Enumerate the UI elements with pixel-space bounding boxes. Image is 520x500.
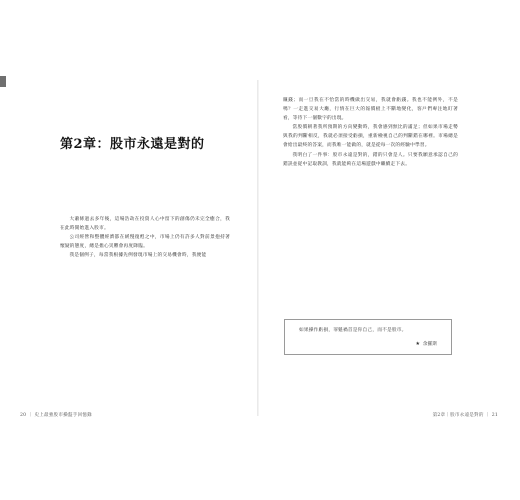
left-paragraph-1: 大蕭條過去多年後，這場浩劫在投資人心中留下的創傷仍未完全癒合，我在此時開始進入股市。: [60, 217, 230, 232]
right-page-body: [283, 96, 458, 169]
left-page-body: [60, 215, 230, 260]
right-paragraph-2: 當股價朝著我所預期的方向變動時，我會感到無比的滿足；但如果市場走勢與我的判斷相反，我就必須接受虧損，重新檢視自己的判斷錯在哪裡。市場總是會給出最終的答案，而我唯一能做的，就是從每一次的經驗中學習。: [283, 125, 458, 149]
star-icon: ★: [415, 341, 420, 347]
left-paragraph-2: 公司經營和整體經濟都在緩慢復甦之中，市場上仍有許多人對前景抱持著懷疑的態度，總是擔心災難會再度降臨。: [60, 235, 230, 250]
quote-author: 余羅斯: [422, 342, 437, 347]
quote-box: [284, 319, 452, 355]
right-paragraph-1: 賺錢；而一旦我在不恰當的時機做出交易，我就會虧錢。我也不能例外，不是嗎？一走進交易大廳，行情在巨大的報價板上不斷地變化，客戶們專注地盯著看，等待下一個數字的出現。: [283, 98, 458, 122]
left-page-footer: 20 ｜ 史上最強股市操盤手回憶錄: [20, 413, 92, 418]
right-paragraph-3: 我明白了一件事：股市永遠是對的，錯的只會是人。只要我願意承認自己的錯誤並從中記取教訓，我就能夠在這場遊戲中繼續走下去。: [283, 152, 458, 167]
left-paragraph-3: 我是個例子，每當我根據先例發現市場上的交易機會時，我便能: [69, 253, 207, 259]
quote-author-line: [415, 341, 437, 347]
book-gutter: [257, 80, 259, 416]
right-page-footer: 第2章｜股市永遠是對的 ｜ 21: [432, 413, 498, 418]
quote-text: 如果操作虧損，罪魁禍首是你自己，而不是股市。: [299, 328, 407, 333]
chapter-title: 第2章：股市永遠是對的: [60, 137, 205, 152]
